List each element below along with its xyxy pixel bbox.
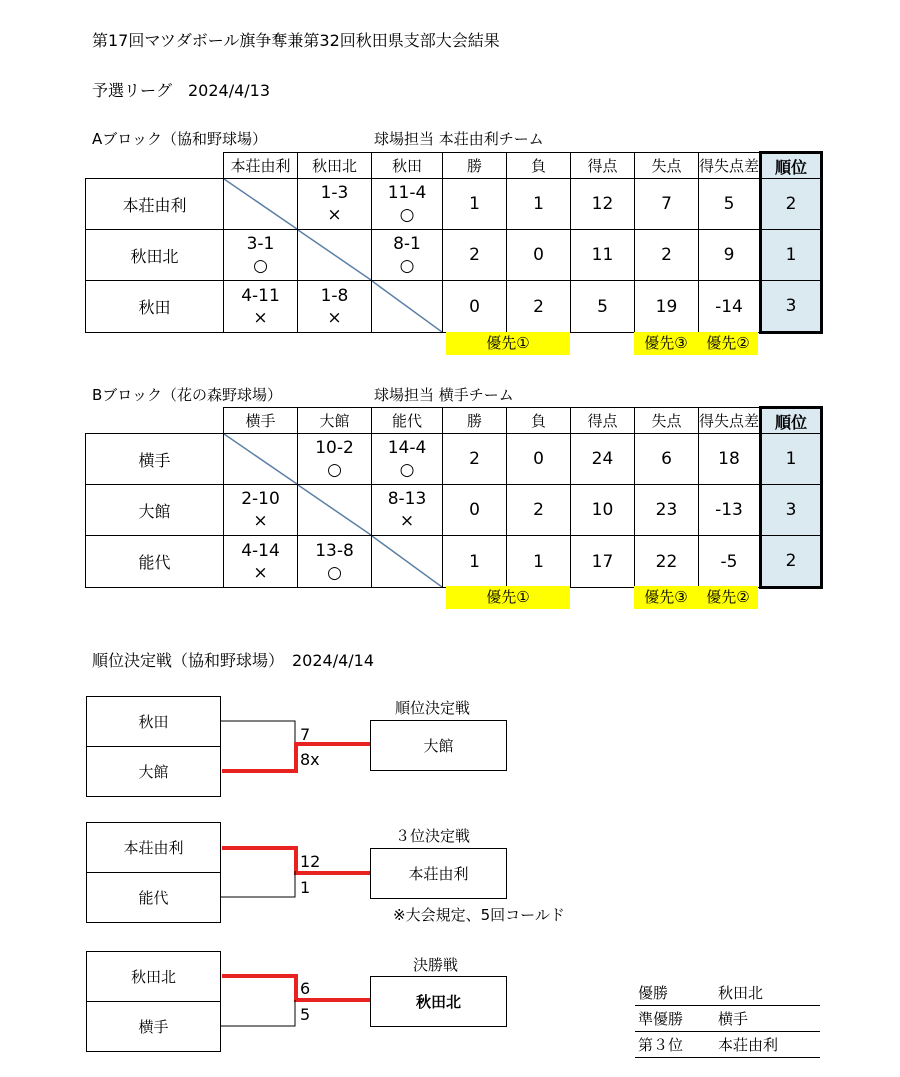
col-win: 勝: [443, 153, 507, 179]
page-title: 第17回マツダボール旗争奪兼第32回秋田県支部大会結果: [92, 31, 500, 50]
col-team: 秋田北: [298, 153, 372, 179]
col-conceded: 失点: [635, 408, 699, 434]
loss-cell: 1: [507, 179, 571, 230]
bracket-winner-box: 本荘由利: [370, 848, 507, 899]
scored-cell: 17: [571, 536, 635, 588]
col-scored: 得点: [571, 153, 635, 179]
bracket-game-label: 順位決定戦: [395, 699, 471, 717]
rank-cell: 1: [761, 230, 822, 281]
match-cell: 13-8 ○: [298, 536, 372, 588]
priority-badge: 優先①: [446, 586, 570, 609]
bracket-team-box: 本荘由利: [86, 822, 221, 873]
table-row: [86, 281, 822, 333]
diff-cell: -13: [699, 485, 761, 536]
rank-cell: 3: [761, 485, 822, 536]
priority-badge: 優先②: [698, 586, 758, 609]
self-match-cell: [372, 281, 443, 333]
row-team: 秋田北: [86, 230, 224, 281]
match-cell: 1-3 ×: [298, 179, 372, 230]
conceded-cell: 6: [635, 434, 699, 485]
scored-cell: 12: [571, 179, 635, 230]
table-row: [86, 179, 822, 230]
rank-cell: 2: [761, 179, 822, 230]
conceded-cell: 7: [635, 179, 699, 230]
standing-row: [635, 980, 820, 1006]
playoff-label: 順位決定戦（協和野球場） 2024/4/14: [92, 651, 375, 670]
standing-row: [635, 1032, 820, 1058]
standing-team: 横手: [718, 1010, 749, 1028]
loss-cell: 2: [507, 485, 571, 536]
diff-cell: 9: [699, 230, 761, 281]
bracket-winner-box: 大館: [370, 720, 507, 771]
win-cell: 1: [443, 536, 507, 588]
bracket-team-box: 横手: [86, 1001, 221, 1052]
col-scored: 得点: [571, 408, 635, 434]
match-cell: 8-1 ○: [372, 230, 443, 281]
standing-row: [635, 1006, 820, 1032]
match-cell: 8-13 ×: [372, 485, 443, 536]
match-cell: 1-8 ×: [298, 281, 372, 333]
rank-cell: 2: [761, 536, 822, 588]
conceded-cell: 23: [635, 485, 699, 536]
scored-cell: 11: [571, 230, 635, 281]
bracket-score: 12: [300, 852, 321, 871]
final-standings: [635, 980, 820, 1058]
bracket-note: ※大会規定、5回コールド: [393, 906, 565, 924]
row-team: 秋田: [86, 281, 224, 333]
block-b-venue: 球場担当 横手チーム: [374, 386, 514, 404]
self-match-cell: [372, 536, 443, 588]
priority-badge: 優先③: [634, 586, 698, 609]
col-loss: 負: [507, 408, 571, 434]
rank-cell: 3: [761, 281, 822, 333]
loss-cell: 2: [507, 281, 571, 333]
standing-place: 優勝: [638, 984, 669, 1002]
bracket-team-box: 秋田北: [86, 951, 221, 1002]
col-rank: 順位: [761, 408, 822, 434]
loss-cell: 1: [507, 536, 571, 588]
block-b-name: Bブロック（花の森野球場）: [92, 386, 282, 404]
col-conceded: 失点: [635, 153, 699, 179]
block-b-table: [85, 406, 823, 589]
diff-cell: -5: [699, 536, 761, 588]
diff-cell: -14: [699, 281, 761, 333]
win-cell: 2: [443, 230, 507, 281]
bracket-game-label: 決勝戦: [413, 956, 459, 974]
block-a-name: Aブロック（協和野球場）: [92, 130, 267, 148]
bracket-team-box: 大館: [86, 746, 221, 797]
bracket-score: 8x: [300, 750, 320, 769]
col-team: 大館: [298, 408, 372, 434]
win-cell: 2: [443, 434, 507, 485]
row-team: 横手: [86, 434, 224, 485]
col-loss: 負: [507, 153, 571, 179]
table-row: [86, 230, 822, 281]
self-match-cell: [224, 434, 298, 485]
col-team: 横手: [224, 408, 298, 434]
self-match-cell: [298, 485, 372, 536]
priority-badge: 優先②: [698, 332, 758, 355]
col-diff: 得失点差: [699, 408, 761, 434]
col-win: 勝: [443, 408, 507, 434]
match-cell: 10-2 ○: [298, 434, 372, 485]
block-a-table: [85, 151, 823, 334]
scored-cell: 5: [571, 281, 635, 333]
standing-team: 本荘由利: [718, 1036, 779, 1054]
col-rank: 順位: [761, 153, 822, 179]
priority-badge: 優先③: [634, 332, 698, 355]
col-team: 能代: [372, 408, 443, 434]
block-a-venue: 球場担当 本荘由利チーム: [374, 130, 544, 148]
rank-cell: 1: [761, 434, 822, 485]
self-match-cell: [224, 179, 298, 230]
bracket-team-box: 能代: [86, 872, 221, 923]
scored-cell: 24: [571, 434, 635, 485]
col-diff: 得失点差: [699, 153, 761, 179]
conceded-cell: 22: [635, 536, 699, 588]
prelim-label: 予選リーグ 2024/4/13: [92, 81, 271, 100]
diff-cell: 5: [699, 179, 761, 230]
standing-place: 準優勝: [638, 1010, 684, 1028]
self-match-cell: [298, 230, 372, 281]
match-cell: 11-4 ○: [372, 179, 443, 230]
match-cell: 2-10 ×: [224, 485, 298, 536]
match-cell: 3-1 ○: [224, 230, 298, 281]
win-cell: 0: [443, 485, 507, 536]
match-cell: 14-4 ○: [372, 434, 443, 485]
scored-cell: 10: [571, 485, 635, 536]
table-row: [86, 434, 822, 485]
col-team: 秋田: [372, 153, 443, 179]
standing-team: 秋田北: [718, 984, 764, 1002]
col-team: 本荘由利: [224, 153, 298, 179]
match-cell: 4-14 ×: [224, 536, 298, 588]
bracket-score: 7: [300, 725, 311, 744]
row-team: 能代: [86, 536, 224, 588]
bracket-score: 1: [300, 878, 311, 897]
bracket-team-box: 秋田: [86, 696, 221, 747]
bracket-score: 6: [300, 979, 311, 998]
bracket-score: 5: [300, 1005, 311, 1024]
conceded-cell: 2: [635, 230, 699, 281]
win-cell: 1: [443, 179, 507, 230]
win-cell: 0: [443, 281, 507, 333]
table-row: [86, 536, 822, 588]
bracket-winner-box: 秋田北: [370, 976, 507, 1027]
loss-cell: 0: [507, 230, 571, 281]
bracket-game-label: ３位決定戦: [395, 827, 471, 845]
conceded-cell: 19: [635, 281, 699, 333]
diff-cell: 18: [699, 434, 761, 485]
row-team: 本荘由利: [86, 179, 224, 230]
row-team: 大館: [86, 485, 224, 536]
priority-badge: 優先①: [446, 332, 570, 355]
table-row: [86, 485, 822, 536]
loss-cell: 0: [507, 434, 571, 485]
match-cell: 4-11 ×: [224, 281, 298, 333]
standing-place: 第３位: [638, 1036, 684, 1054]
